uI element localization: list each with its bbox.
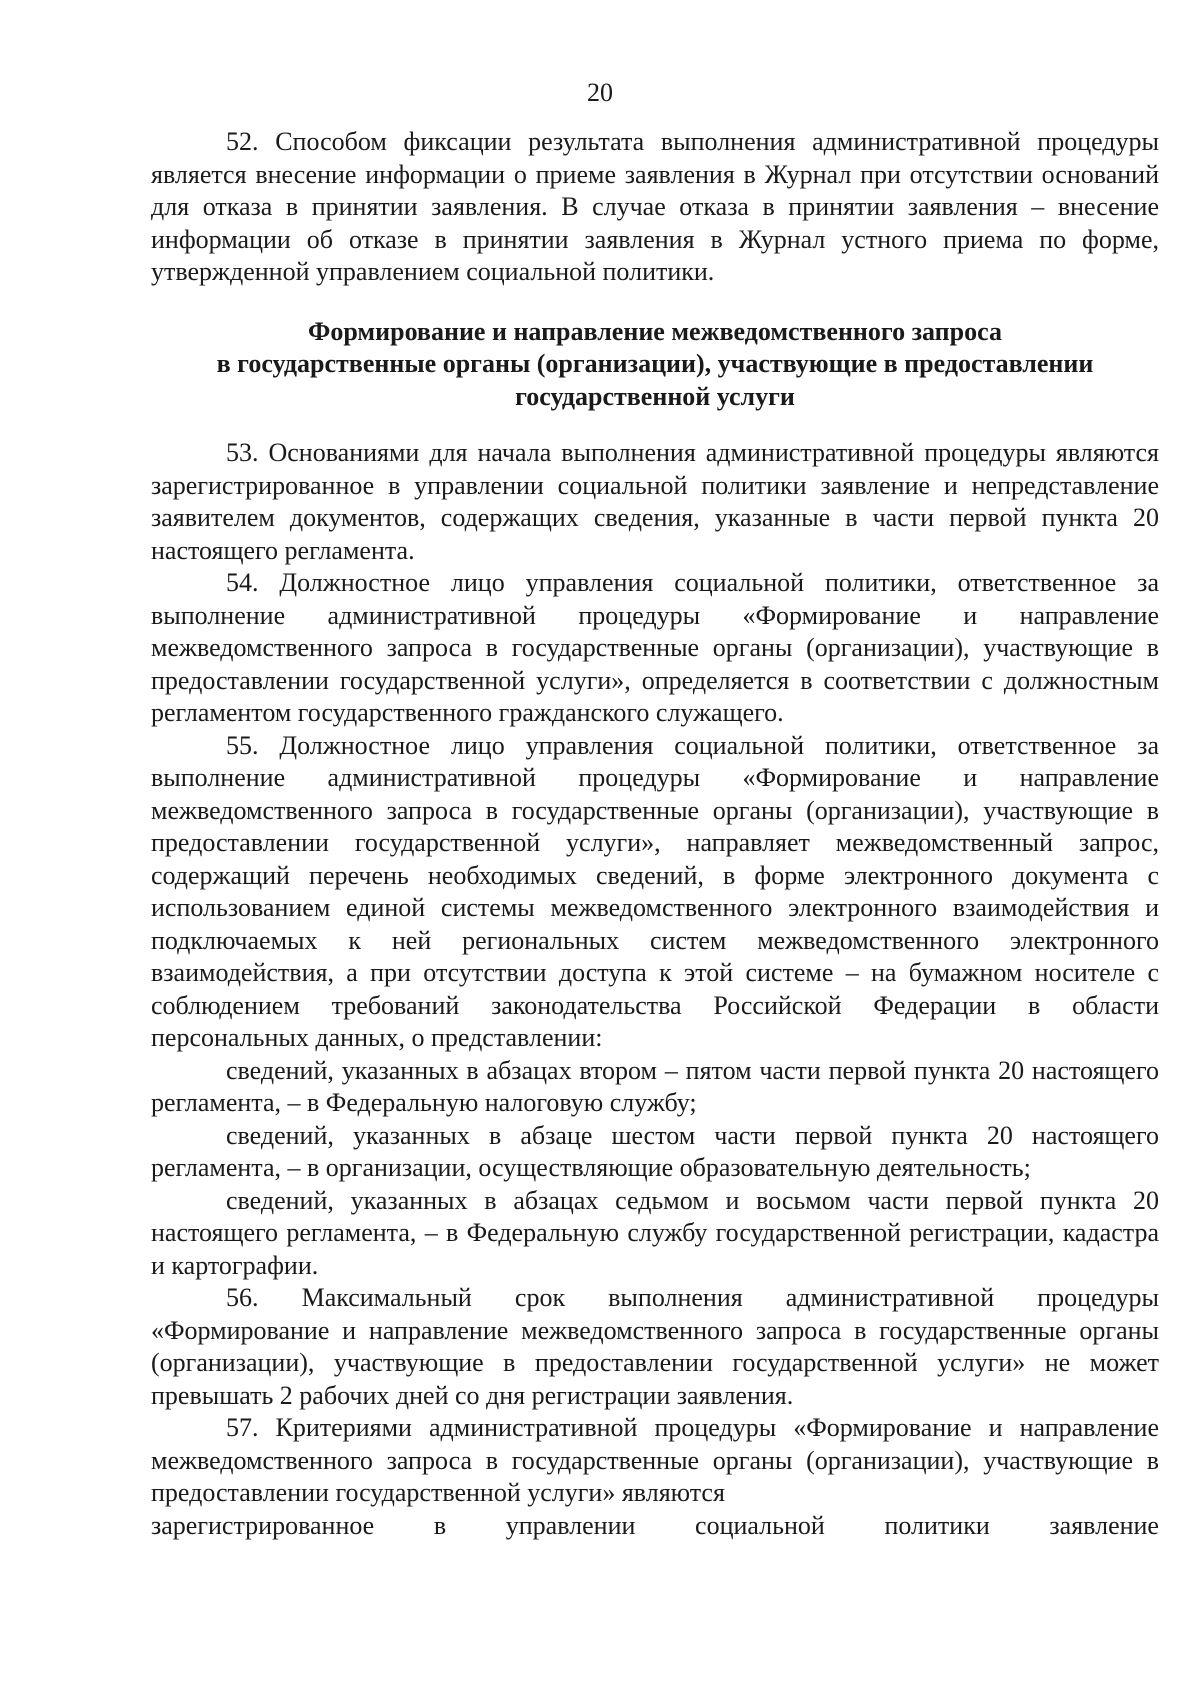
paragraph-55: 55. Должностное лицо управления социальной политики, ответственное за выполнение административной процедуры «Формирование и направление межведомственного запроса в государственные органы (организации), участвующие в предоставлении государственной услуги», направляет межведомственный запрос, содержащий перечень необходимых сведений, в форме электронного документа с использованием единой системы межведомственного электронного взаимодействия и подключаемых к ней региональных систем межведомственного электронного взаимодействия, а при отсутствии доступа к этой системе – на бумажном носителе с соблюдением требований законодательства Российской Федерации в области персональных данных, о представлении: [151,730,1159,1052]
section-heading [151,316,1159,414]
word: заявление [1049,1510,1159,1540]
page-number: 20 [587,78,613,107]
word: управлении [505,1510,636,1540]
document-body [151,126,1159,1542]
paragraph-54: 54. Должностное лицо управления социальной политики, ответственное за выполнение административной процедуры «Формирование и направление межведомственного запроса в государственные органы (организации), участвующие в предоставлении государственной услуги», определяется в соответствии с должностным регламентом государственного гражданского служащего. [151,568,1159,727]
word: политики [884,1510,990,1540]
paragraph-53: 53. Основаниями для начала выполнения административной процедуры являются зарегистрированное в управлении социальной политики заявление и непредставление заявителем документов, содержащих сведения, указанные в части первой пункта 20 настоящего регламента. [151,438,1159,565]
paragraph-55-item-a: сведений, указанных в абзацах втором – пятом части первой пункта 20 настоящего регламента, – в Федеральную налоговую службу; [151,1055,1159,1117]
paragraph-55-item-b: сведений, указанных в абзаце шестом части первой пункта 20 настоящего регламента, – в организации, осуществляющие образовательную деятельность; [151,1120,1159,1182]
section-heading-line-2: в государственные органы (организации), участвующие в предоставлении [216,349,1094,378]
paragraph-57: 57. Критериями административной процедуры «Формирование и направление межведомственного запроса в государственные органы (организации), участвующие в предоставлении государственной услуги» являются [151,1413,1159,1507]
section-heading-line-1: Формирование и направление межведомственного запроса [308,316,1002,346]
word: зарегистрированное [151,1510,375,1540]
paragraph-56: 56. Максимальный срок выполнения административной процедуры «Формирование и направление межведомственного запроса в государственные органы (организации), участвующие в предоставлении государственной услуги» не может превышать 2 рабочих дней со дня регистрации заявления. [151,1283,1159,1410]
section-heading-line-3: государственной услуги [515,381,795,411]
paragraph-57-continuation [151,1510,1159,1543]
paragraph-52: 52. Способом фиксации результата выполнения административной процедуры является внесение информации о приеме заявления в Журнал при отсутствии оснований для отказа в принятии заявления. В случае отказа в принятии заявления – внесение информации об отказе в принятии заявления в Журнал устного приема по форме, утвержденной управлением социальной политики. [151,127,1159,286]
word: социальной [695,1510,825,1540]
paragraph-55-item-c: сведений, указанных в абзацах седьмом и восьмом части первой пункта 20 настоящего регламента, – в Федеральную службу государственной регистрации, кадастра и картографии. [151,1185,1159,1280]
word: в [433,1510,447,1540]
